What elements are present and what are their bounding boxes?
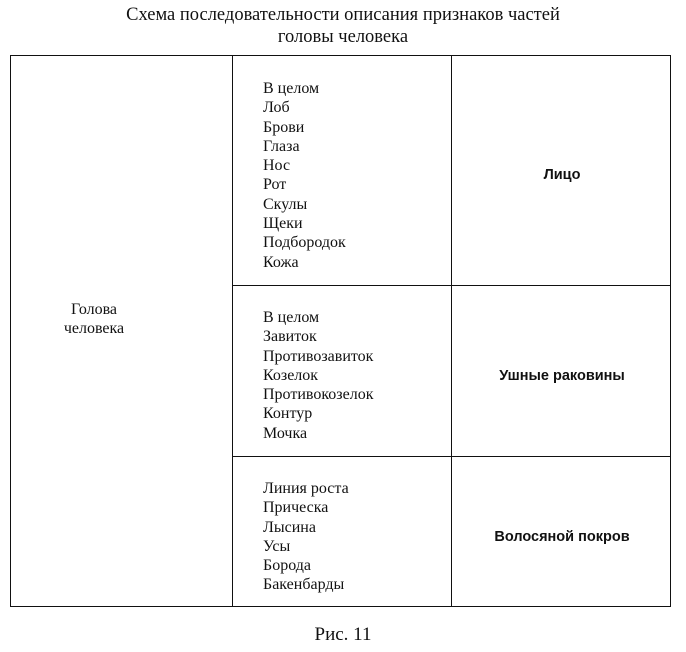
list-item: Глаза xyxy=(263,137,300,155)
list-item: Борода xyxy=(263,557,311,575)
figure-title-line-1: Схема последовательности описания признаков частей xyxy=(126,5,560,25)
list-item: В целом xyxy=(263,80,320,97)
scheme-table xyxy=(10,55,671,607)
list-item: Козелок xyxy=(263,366,319,384)
list-item: В целом xyxy=(263,309,320,326)
hair-features-list xyxy=(263,479,349,595)
root-cell-head xyxy=(11,300,232,338)
figure-title-line-2: головы человека xyxy=(277,27,409,47)
list-item: Бакенбарды xyxy=(263,576,345,594)
root-label-line-2: человека xyxy=(63,320,125,337)
list-item: Противокозелок xyxy=(263,386,374,404)
list-item: Усы xyxy=(263,537,291,555)
row-divider-2 xyxy=(232,456,670,457)
face-features-list xyxy=(263,79,346,272)
list-item: Мочка xyxy=(263,424,308,442)
list-item: Лысина xyxy=(263,518,316,536)
list-item: Подбородок xyxy=(263,234,346,252)
list-item: Прическа xyxy=(263,499,329,517)
list-item: Противозавиток xyxy=(263,347,374,365)
list-item: Брови xyxy=(263,118,305,136)
root-label-line-1: Голова xyxy=(70,301,118,318)
ear-features-list xyxy=(263,308,373,443)
list-item: Контур xyxy=(263,405,313,423)
list-item: Кожа xyxy=(263,253,299,271)
column-divider-1 xyxy=(232,56,233,606)
part-label-face: Лицо xyxy=(543,167,581,183)
list-item: Нос xyxy=(263,157,291,175)
column-divider-2 xyxy=(451,56,452,606)
list-item: Лоб xyxy=(263,99,290,117)
figure-title xyxy=(0,4,686,48)
part-label-ears: Ушные раковины xyxy=(499,368,625,384)
row-divider-1 xyxy=(232,285,670,286)
part-label-hair: Волосяной покров xyxy=(494,529,630,545)
figure-caption: Рис. 11 xyxy=(314,624,372,645)
list-item: Рот xyxy=(263,176,287,194)
list-item: Щеки xyxy=(263,215,303,233)
list-item: Скулы xyxy=(263,195,308,213)
list-item: Линия роста xyxy=(263,480,349,497)
list-item: Завиток xyxy=(263,328,317,346)
